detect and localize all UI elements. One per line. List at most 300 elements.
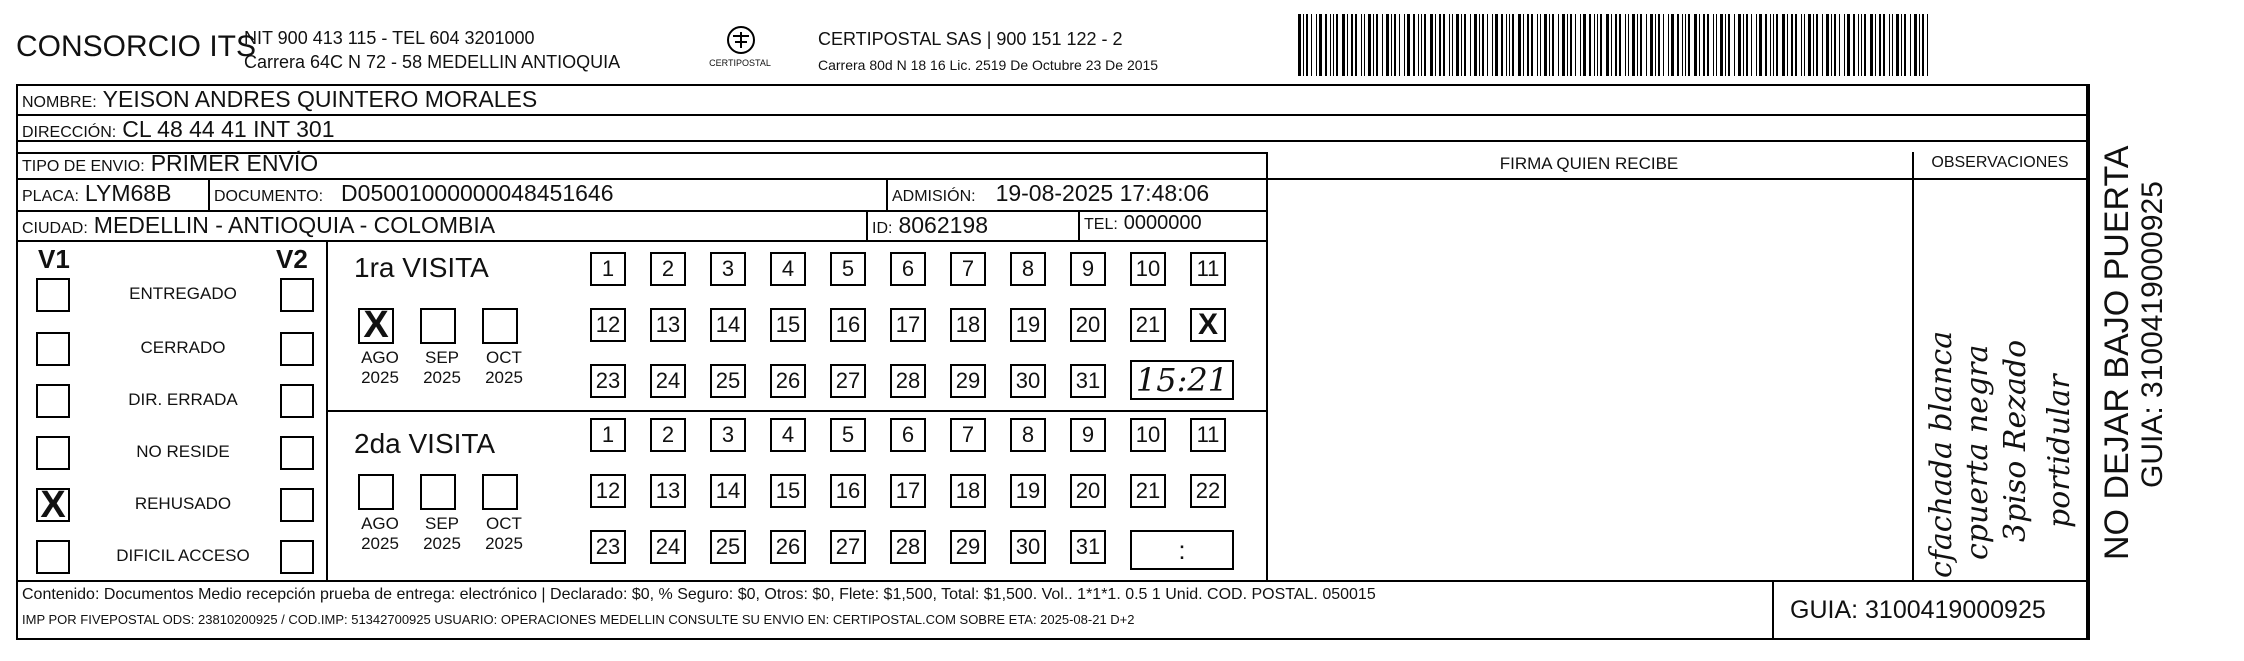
- barcode-bar: [1646, 14, 1647, 76]
- barcode-bar: [1682, 14, 1683, 76]
- barcode-bar: [1330, 14, 1331, 76]
- nit-line: NIT 900 413 115 - TEL 604 3201000: [244, 28, 535, 48]
- barcode-bar: [1910, 14, 1911, 76]
- barcode-bar: [1512, 14, 1514, 76]
- visit1-month-label: [414, 348, 470, 388]
- barcode-bar: [1570, 14, 1572, 76]
- barcode-bar: [1751, 14, 1752, 76]
- barcode-bar: [1527, 14, 1529, 76]
- barcode-bar: [1713, 14, 1714, 76]
- barcode-bar: [1738, 14, 1741, 76]
- visit1-day-box[interactable]: [1190, 308, 1226, 342]
- tel-value: 0000000: [1123, 212, 1202, 234]
- ciudad-label: CIUDAD:: [22, 220, 88, 237]
- barcode-bar: [1404, 14, 1405, 76]
- documento-label: DOCUMENTO:: [214, 188, 324, 205]
- barcode-bar: [1518, 14, 1521, 76]
- barcode-bar: [1558, 14, 1559, 76]
- visit1-month-label: [476, 348, 532, 388]
- visit1-day-box[interactable]: [1130, 252, 1166, 286]
- visit2-day-box[interactable]: [1190, 474, 1226, 508]
- barcode-bar: [1694, 14, 1697, 76]
- visit1-day-number: 18: [955, 312, 981, 337]
- visit2-day-box[interactable]: [590, 530, 626, 564]
- visit2-day-box[interactable]: [710, 418, 746, 452]
- visit1-day-box[interactable]: [710, 364, 746, 398]
- v1-checkbox[interactable]: X: [36, 488, 70, 522]
- visit1-day-number: 26: [775, 368, 801, 393]
- col-divider: [1078, 210, 1080, 240]
- barcode-bar: [1611, 14, 1612, 76]
- visit1-day-box[interactable]: [710, 252, 746, 286]
- barcode-bar: [1452, 14, 1453, 76]
- col-divider: [866, 210, 868, 240]
- visit1-day-number: 4: [781, 256, 795, 281]
- documento-field: [214, 180, 614, 207]
- visit1-day-box[interactable]: [1070, 252, 1106, 286]
- barcode-bar: [1822, 14, 1823, 76]
- barcode-bar: [1540, 14, 1541, 76]
- visit2-day-box[interactable]: [710, 474, 746, 508]
- visit1-day-number: 11: [1196, 256, 1220, 281]
- visit2-day-box[interactable]: [1130, 474, 1166, 508]
- ciudad-field: [22, 212, 495, 239]
- barcode-bar: [1470, 14, 1471, 76]
- visit1-day-number: 19: [1015, 312, 1041, 337]
- tipo-field: [22, 150, 318, 177]
- visit2-day-box[interactable]: [1070, 418, 1106, 452]
- visit2-day-number: 20: [1075, 478, 1101, 503]
- col-divider: [1772, 580, 1774, 640]
- barcode-bar: [1418, 14, 1419, 76]
- barcode-bar: [1382, 14, 1383, 76]
- visit1-day-box[interactable]: [650, 364, 686, 398]
- visit2-day-number: 6: [901, 422, 915, 447]
- v1-checkbox[interactable]: [36, 278, 70, 312]
- visit2-day-number: 8: [1021, 422, 1035, 447]
- visit1-day-number: 25: [715, 368, 741, 393]
- visit1-time: 15:21: [1135, 361, 1229, 399]
- visit2-month-checkbox[interactable]: [358, 474, 394, 510]
- visit2-day-number: 22: [1195, 478, 1221, 503]
- visit1-day-box[interactable]: [950, 308, 986, 342]
- barcode-bar: [1567, 14, 1568, 76]
- visit2-day-number: 2: [661, 422, 675, 447]
- visit1-day-number: 30: [1015, 368, 1041, 393]
- visit1-month-checkbox[interactable]: [482, 308, 518, 344]
- barcode-bar: [1844, 14, 1845, 76]
- barcode-bar: [1407, 14, 1410, 76]
- visit2-day-box[interactable]: [890, 530, 926, 564]
- visit2-day-number: 30: [1015, 534, 1041, 559]
- visit2-day-number: 28: [895, 534, 921, 559]
- barcode-bar: [1333, 14, 1334, 76]
- barcode-bar: [1373, 14, 1374, 76]
- visit2-day-number: 3: [721, 422, 735, 447]
- certipostal-info: [818, 26, 1158, 78]
- placa-label: PLACA:: [22, 188, 79, 205]
- barcode-bar: [1399, 14, 1400, 76]
- barcode-bar: [1914, 14, 1917, 76]
- ciudad-value: MEDELLIN - ANTIOQUIA - COLOMBIA: [93, 212, 496, 238]
- row-divider: [16, 240, 1266, 242]
- visit1-day-number: 8: [1021, 256, 1035, 281]
- visit1-day-box[interactable]: [950, 252, 986, 286]
- status-label: ENTREGADO: [129, 284, 237, 303]
- barcode-bar: [1628, 14, 1629, 76]
- barcode-bar: [1351, 14, 1353, 76]
- direccion-field: [22, 116, 335, 143]
- visit2-day-number: 18: [955, 478, 981, 503]
- documento-value: D05001000000048451646: [341, 180, 614, 206]
- visit2-day-box[interactable]: [1070, 530, 1106, 564]
- visit1-day-number: 21: [1135, 312, 1161, 337]
- barcode-bar: [1685, 14, 1686, 76]
- visit2-day-number: 27: [835, 534, 861, 559]
- barcode-bar: [1461, 14, 1462, 76]
- visit1-day-number: 2: [661, 256, 675, 281]
- barcode-bar: [1589, 14, 1591, 76]
- month-year: 2025: [361, 368, 399, 387]
- barcode-bar: [1773, 14, 1774, 76]
- company-address: Carrera 64C N 72 - 58 MEDELLIN ANTIOQUIA: [244, 52, 621, 72]
- barcode-bar: [1831, 14, 1832, 76]
- barcode-bar: [1671, 14, 1674, 76]
- v2-checkbox[interactable]: [280, 384, 314, 418]
- footer-line1: Contenido: Documentos Medio recepción prueba de entrega: electrónico | Declarado: $0, % Seguro: $0, Otros: $0, Flete: $1,500, Total: $1,500. Vol.. 1*1*1. 0.5 1 Unid. COD. POSTAL. 050015: [22, 586, 1376, 603]
- visit2-day-box[interactable]: [1010, 474, 1046, 508]
- barcode-bar: [1650, 14, 1653, 76]
- month-name: AGO: [361, 348, 399, 367]
- v1-checkbox[interactable]: [36, 436, 70, 470]
- visit1-day-number: 9: [1081, 256, 1095, 281]
- visit1-day-box[interactable]: [890, 252, 926, 286]
- logo-text: CERTIPOSTAL: [709, 58, 771, 68]
- barcode-bar: [1870, 14, 1873, 76]
- visit1-day-box[interactable]: [770, 308, 806, 342]
- barcode-bar: [1464, 14, 1466, 76]
- barcode-bar: [1474, 14, 1477, 76]
- barcode-bar: [1600, 14, 1602, 76]
- visit2-day-number: 19: [1015, 478, 1041, 503]
- barcode-bar: [1808, 14, 1811, 76]
- visit1-day-box[interactable]: [590, 252, 626, 286]
- visit2-day-box[interactable]: [890, 474, 926, 508]
- barcode-bar: [1795, 14, 1797, 76]
- visit2-day-box[interactable]: [590, 474, 626, 508]
- barcode-bar: [1782, 14, 1785, 76]
- barcode-bar: [1311, 14, 1312, 76]
- id-value: 8062198: [898, 212, 988, 238]
- visit1-day-number: 10: [1135, 256, 1161, 281]
- visit2-day-box[interactable]: [1130, 418, 1166, 452]
- barcode-bar: [1456, 14, 1459, 76]
- barcode-bar: [1716, 14, 1717, 76]
- visit1-day-box[interactable]: [830, 308, 866, 342]
- barcode-bar: [1306, 14, 1308, 76]
- barcode-bar: [1677, 14, 1679, 76]
- barcode-bar: [1364, 14, 1365, 76]
- v1-label: V1: [38, 244, 70, 274]
- barcode-bar: [1919, 14, 1920, 76]
- row-divider: [1266, 178, 2088, 180]
- visit1-day-box[interactable]: [710, 308, 746, 342]
- barcode-bar: [1896, 14, 1899, 76]
- month-name: OCT: [486, 348, 522, 367]
- tipo-label: TIPO DE ENVIO:: [22, 158, 145, 175]
- visit2-day-number: 25: [715, 534, 741, 559]
- barcode-bar: [1632, 14, 1635, 76]
- visit1-day-number: 23: [595, 368, 621, 393]
- visit2-day-number: 24: [655, 534, 681, 559]
- visit-divider: [326, 410, 1266, 412]
- visit1-day-box[interactable]: [590, 364, 626, 398]
- barcode-bar: [1847, 14, 1850, 76]
- col-divider: [886, 178, 888, 210]
- month-year: 2025: [361, 534, 399, 553]
- month-name: OCT: [486, 514, 522, 533]
- barcode-bar: [1619, 14, 1621, 76]
- side-guia: GUIA: 3100419000925: [2136, 181, 2169, 488]
- barcode: [1298, 14, 1938, 76]
- visit2-day-box[interactable]: [770, 418, 806, 452]
- barcode-bar: [1640, 14, 1642, 76]
- visit1-day-number: 31: [1075, 368, 1101, 393]
- barcode-bar: [1879, 14, 1881, 76]
- placa-value: LYM68B: [84, 180, 172, 206]
- visit2-day-number: 10: [1135, 422, 1161, 447]
- visit2-day-box[interactable]: [650, 474, 686, 508]
- visit2-day-number: 5: [841, 422, 855, 447]
- barcode-bar: [1904, 14, 1906, 76]
- visit2-day-box[interactable]: [650, 418, 686, 452]
- barcode-bar: [1303, 14, 1304, 76]
- visit1-day-box[interactable]: [830, 364, 866, 398]
- observaciones-label: OBSERVACIONES: [1931, 154, 2069, 171]
- month-year: 2025: [485, 534, 523, 553]
- barcode-bar: [1759, 14, 1762, 76]
- visit1-day-number: 7: [961, 256, 975, 281]
- barcode-bar: [1787, 14, 1788, 76]
- barcode-bar: [1394, 14, 1396, 76]
- v1-checkbox[interactable]: [36, 384, 70, 418]
- visit2-day-box[interactable]: [950, 530, 986, 564]
- side-title: NO DEJAR BAJO PUERTA: [2098, 145, 2136, 560]
- visit2-day-number: 26: [775, 534, 801, 559]
- admision-label: ADMISIÓN:: [892, 188, 976, 205]
- barcode-bar: [1482, 14, 1484, 76]
- barcode-bar: [1424, 14, 1426, 76]
- visit1-day-box[interactable]: [890, 364, 926, 398]
- visit1-day-number: 12: [595, 312, 621, 337]
- barcode-bar: [1443, 14, 1445, 76]
- v2-label: V2: [276, 244, 308, 274]
- v1-checkbox[interactable]: [36, 332, 70, 366]
- barcode-bar: [1342, 14, 1345, 76]
- barcode-bar: [1826, 14, 1829, 76]
- barcode-bar: [1756, 14, 1757, 76]
- barcode-bar: [1655, 14, 1656, 76]
- barcode-bar: [1922, 14, 1924, 76]
- visit1-day-box[interactable]: [1010, 252, 1046, 286]
- visit2-day-box[interactable]: [770, 530, 806, 564]
- barcode-bar: [1861, 14, 1862, 76]
- visit2-day-box[interactable]: [890, 418, 926, 452]
- observacion-note: 3piso Rezado: [1998, 339, 2033, 542]
- tel-label: TEL:: [1084, 216, 1118, 233]
- visit2-day-box[interactable]: [1010, 418, 1046, 452]
- visit2-day-box[interactable]: [1190, 418, 1226, 452]
- visit1-day-number: 24: [655, 368, 681, 393]
- barcode-bar: [1734, 14, 1735, 76]
- barcode-bar: [1492, 14, 1493, 76]
- barcode-bar: [1804, 14, 1805, 76]
- visit1-day-box[interactable]: [1010, 364, 1046, 398]
- visit1-day-box[interactable]: [890, 308, 926, 342]
- visit2-day-number: 9: [1081, 422, 1095, 447]
- id-label: ID:: [872, 220, 893, 237]
- visit1-day-box[interactable]: [1070, 308, 1106, 342]
- visit2-time-box[interactable]: [1130, 530, 1234, 570]
- visit1-day-box[interactable]: [950, 364, 986, 398]
- barcode-bar: [1298, 14, 1301, 76]
- barcode-bar: [1552, 14, 1554, 76]
- barcode-bar: [1580, 14, 1581, 76]
- visit1-title: 1ra VISITA: [354, 252, 489, 283]
- nombre-label: NOMBRE:: [22, 94, 97, 111]
- barcode-bar: [1316, 14, 1317, 76]
- observacion-note: cpuerta negra: [1960, 344, 1995, 560]
- barcode-bar: [1728, 14, 1730, 76]
- col-divider: [1266, 152, 1268, 580]
- visit2-day-number: 14: [715, 478, 741, 503]
- visit1-month-checkbox[interactable]: X: [358, 308, 394, 344]
- status-label: REHUSADO: [134, 494, 232, 513]
- visit2-day-box[interactable]: [1070, 474, 1106, 508]
- barcode-bar: [1703, 14, 1705, 76]
- barcode-bar: [1699, 14, 1700, 76]
- visit1-month-label: [352, 348, 408, 388]
- v2-checkbox[interactable]: [280, 332, 314, 366]
- visit1-day-box[interactable]: [1190, 252, 1226, 286]
- visit1-day-box[interactable]: [1010, 308, 1046, 342]
- visit2-month-label: [352, 514, 408, 554]
- barcode-bar: [1720, 14, 1723, 76]
- visit2-day-box[interactable]: [830, 474, 866, 508]
- visit2-day-box[interactable]: [830, 530, 866, 564]
- direccion-label: DIRECCIÓN:: [22, 124, 117, 141]
- visit2-day-box[interactable]: [950, 474, 986, 508]
- barcode-bar: [1637, 14, 1638, 76]
- barcode-bar: [1361, 14, 1362, 76]
- status-label: NO RESIDE: [136, 442, 230, 461]
- barcode-bar: [1509, 14, 1510, 76]
- visit2-month-checkbox[interactable]: [420, 474, 456, 510]
- visit2-month-checkbox[interactable]: [482, 474, 518, 510]
- month-name: SEP: [424, 348, 460, 367]
- visit2-day-box[interactable]: [1010, 530, 1046, 564]
- visit2-day-box[interactable]: [950, 418, 986, 452]
- visit2-time: :: [1178, 534, 1186, 565]
- visit1-day-box[interactable]: [1130, 308, 1166, 342]
- visit1-time-box[interactable]: [1130, 360, 1234, 400]
- visit1-day-box[interactable]: [770, 252, 806, 286]
- barcode-bar: [1537, 14, 1538, 76]
- company-info: [244, 26, 620, 74]
- visit1-day-number: 17: [895, 312, 921, 337]
- visit2-day-box[interactable]: [650, 530, 686, 564]
- barcode-bar: [1449, 14, 1450, 76]
- barcode-bar: [1523, 14, 1524, 76]
- barcode-bar: [1901, 14, 1902, 76]
- visit1-day-number: 6: [901, 256, 915, 281]
- visit1-day-number: 16: [835, 312, 861, 337]
- visit1-day-number: 13: [655, 312, 681, 337]
- tel-field: [1084, 212, 1202, 235]
- visit1-day-number: 28: [895, 368, 921, 393]
- barcode-bar: [1883, 14, 1885, 76]
- barcode-bar: [1583, 14, 1586, 76]
- v1-checkbox[interactable]: [36, 540, 70, 574]
- barcode-bar: [1743, 14, 1744, 76]
- visit1-day-box[interactable]: [650, 252, 686, 286]
- visit1-day-box[interactable]: [590, 308, 626, 342]
- visit2-day-number: 1: [601, 422, 615, 447]
- v2-checkbox[interactable]: [280, 540, 314, 574]
- footer-divider: [16, 580, 2088, 582]
- visit1-month-checkbox[interactable]: [420, 308, 456, 344]
- firma-label: FIRMA QUIEN RECIBE: [1499, 154, 1679, 173]
- barcode-bar: [1625, 14, 1626, 76]
- barcode-bar: [1479, 14, 1480, 76]
- barcode-bar: [1813, 14, 1814, 76]
- barcode-bar: [1668, 14, 1669, 76]
- v2-checkbox[interactable]: [280, 436, 314, 470]
- barcode-bar: [1355, 14, 1357, 76]
- barcode-bar: [1549, 14, 1550, 76]
- visit1-day-box[interactable]: [1070, 364, 1106, 398]
- v2-checkbox[interactable]: [280, 278, 314, 312]
- barcode-bar: [1663, 14, 1664, 76]
- barcode-bar: [1892, 14, 1893, 76]
- col-divider: [2088, 84, 2090, 640]
- id-field: [872, 212, 988, 239]
- month-name: SEP: [424, 514, 460, 533]
- visit1-day-number: 1: [601, 256, 615, 281]
- barcode-bar: [1658, 14, 1660, 76]
- barcode-bar: [1531, 14, 1533, 76]
- col-divider: [208, 178, 210, 210]
- barcode-bar: [1597, 14, 1598, 76]
- barcode-bar: [1889, 14, 1890, 76]
- barcode-bar: [1562, 14, 1565, 76]
- barcode-bar: [1506, 14, 1507, 76]
- footer-line2: IMP POR FIVEPOSTAL ODS: 23810200925 / COD.IMP: 51342700925 USUARIO: OPERACIONES MEDELLIN CONSULTE SU ENVIO EN: CERTIPOSTAL.COM SOBRE ETA: 2025-08-21 D+2: [22, 612, 1135, 627]
- barcode-bar: [1544, 14, 1547, 76]
- visit2-day-box[interactable]: [710, 530, 746, 564]
- visit2-day-box[interactable]: [770, 474, 806, 508]
- visit2-day-box[interactable]: [590, 418, 626, 452]
- month-year: 2025: [423, 368, 461, 387]
- visit1-day-box[interactable]: [650, 308, 686, 342]
- visit1-day-box[interactable]: [830, 252, 866, 286]
- visit2-day-box[interactable]: [830, 418, 866, 452]
- visit2-day-number: 7: [961, 422, 975, 447]
- barcode-bar: [1368, 14, 1371, 76]
- v2-checkbox[interactable]: [280, 488, 314, 522]
- observacion-note: cfachada blanca: [1924, 330, 1959, 578]
- visit1-day-box[interactable]: [770, 364, 806, 398]
